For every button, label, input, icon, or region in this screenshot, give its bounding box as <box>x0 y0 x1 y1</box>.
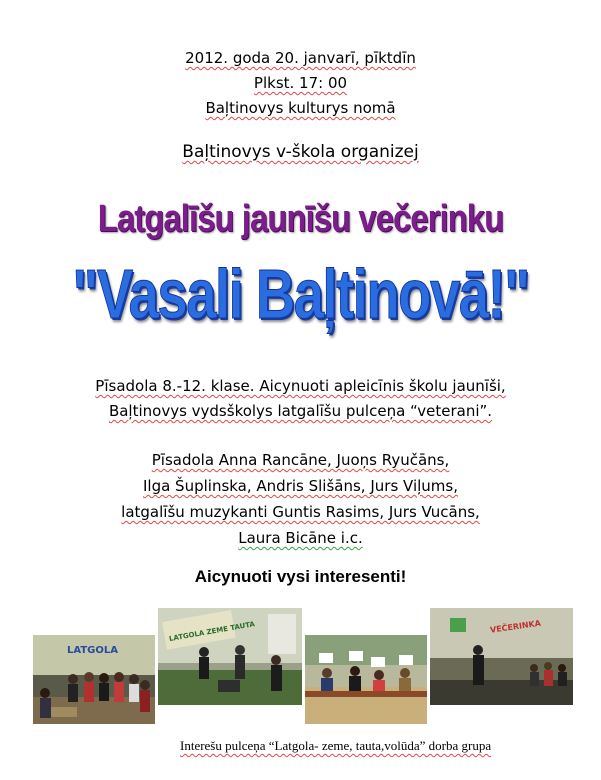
photo-students-1 <box>33 635 155 724</box>
event-date: 2012. goda 20. janvarī, pīktdīn <box>185 49 416 67</box>
event-organizer: Baļtinovys v-škola organizej <box>182 142 419 162</box>
hosts-line-3: latgalīšu muzykanti Guntis Rasims, Jurs Vucāns, <box>121 503 480 521</box>
hosts-line-2: Ilga Šuplinska, Andris Slišāns, Jurs Viļums, <box>142 477 458 495</box>
photo1-sign-text: LATGOLA <box>67 645 118 656</box>
title-line-2: "Vasali Baļtinovā!" <box>72 255 529 333</box>
hosts-line-1: Pīsadola Anna Rancāne, Juoņs Ryučāns, <box>151 451 450 469</box>
title-line-1: Latgalīšu jaunīšu večerinku <box>97 198 504 240</box>
event-place: Baļtinovys kulturys nomā <box>205 99 396 117</box>
event-time: Plkst. 17: 00 <box>253 74 348 92</box>
photo-musicians <box>158 608 302 705</box>
photo-jury <box>305 635 427 724</box>
photo-hosts-stage <box>430 608 573 705</box>
photo4-sign-text: VEČERINKA <box>489 618 542 635</box>
hosts-line-4: Laura Bicāne i.c. <box>238 529 363 547</box>
photo2-sign-text: LATGOLA ZEME TAUTA <box>168 620 256 644</box>
description-line-2: Baļtinovys vydsškolys latgalīšu pulceņa “veterani”. <box>108 402 493 420</box>
description-line-1: Pīsadola 8.-12. klase. Aicynuoti apleicīnis školu jaunīši, <box>95 377 506 395</box>
invitation: Aicynuoti vysi interesenti! <box>194 567 407 586</box>
footer-credit: Interešu pulceņa “Latgola- zeme, tauta,volūda” dorba grupa <box>180 738 492 753</box>
